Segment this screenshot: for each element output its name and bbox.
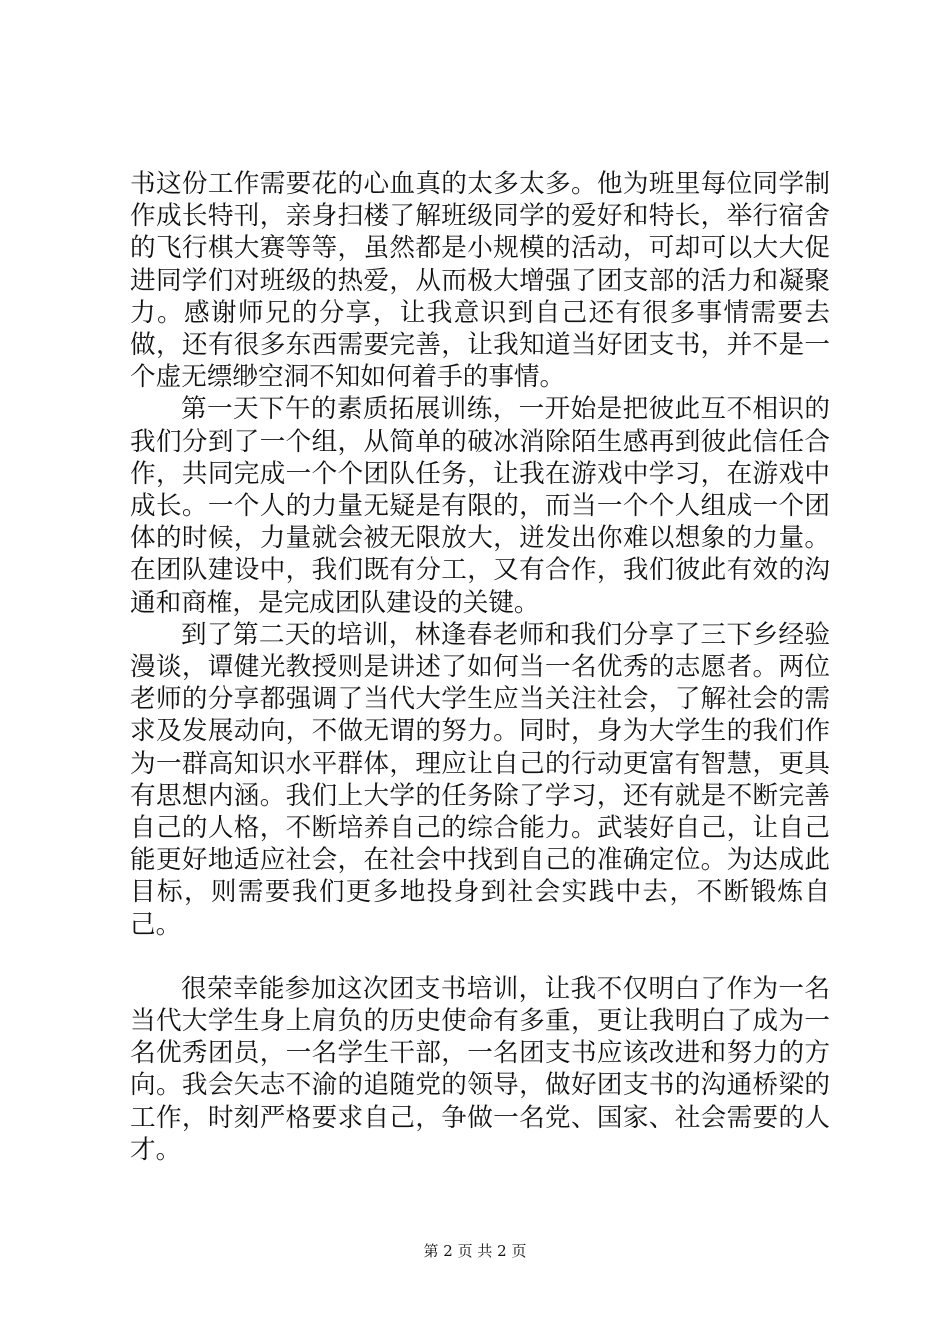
document-body	[130, 168, 830, 1166]
paragraph-3: 到了第二天的培训，林逢春老师和我们分享了三下乡经验漫谈，谭健光教授则是讲述了如何当一名优秀的志愿者。两位老师的分享都强调了当代大学生应当关注社会，了解社会的需求及发展动向，不做无谓的努力。同时，身为大学生的我们作为一群高知识水平群体，理应让自己的行动更富有智慧，更具有思想内涵。我们上大学的任务除了学习，还有就是不断完善自己的人格，不断培养自己的综合能力。武装好自己，让自己能更好地适应社会，在社会中找到自己的准确定位。为达成此目标，则需要我们更多地投身到社会实践中去，不断锻炼自己。	[130, 619, 830, 940]
paragraph-2: 第一天下午的素质拓展训练，一开始是把彼此互不相识的我们分到了一个组，从简单的破冰消除陌生感再到彼此信任合作，共同完成一个个团队任务，让我在游戏中学习，在游戏中成长。一个人的力量无疑是有限的，而当一个个人组成一个团体的时候，力量就会被无限放大，迸发出你难以想象的力量。在团队建设中，我们既有分工，又有合作，我们彼此有效的沟通和商榷，是完成团队建设的关键。	[130, 394, 830, 618]
paragraph-4: 很荣幸能参加这次团支书培训，让我不仅明白了作为一名当代大学生身上肩负的历史使命有多重，更让我明白了成为一名优秀团员，一名学生干部，一名团支书应该改进和努力的方向。我会矢志不渝的追随党的领导，做好团支书的沟通桥梁的工作，时刻严格要求自己，争做一名党、国家、社会需要的人才。	[130, 973, 830, 1165]
page-number-footer: 第 2 页 共 2 页	[423, 1242, 527, 1260]
paragraph-1: 书这份工作需要花的心血真的太多太多。他为班里每位同学制作成长特刊，亲身扫楼了解班级同学的爱好和特长，举行宿舍的飞行棋大赛等等，虽然都是小规模的活动，可却可以大大促进同学们对班级的热爱，从而极大增强了团支部的活力和凝聚力。感谢师兄的分享，让我意识到自己还有很多事情需要去做，还有很多东西需要完善，让我知道当好团支书，并不是一个虚无缥缈空洞不知如何着手的事情。	[130, 169, 830, 393]
